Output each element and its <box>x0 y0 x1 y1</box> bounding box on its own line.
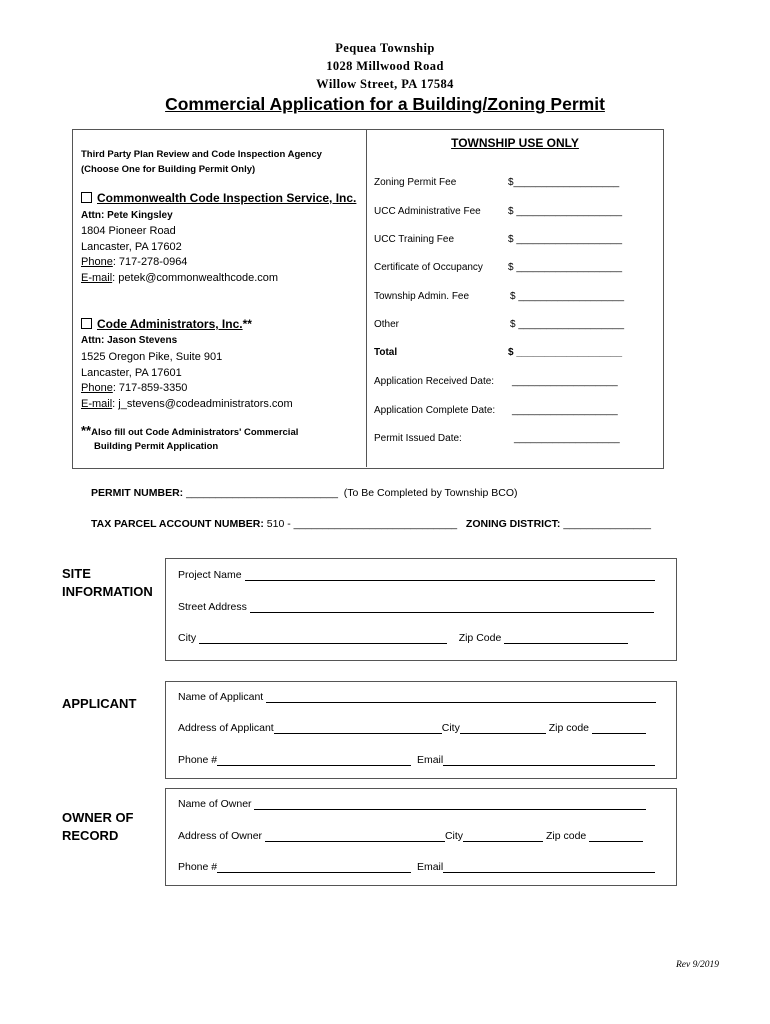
owner-address-field[interactable] <box>265 829 445 842</box>
fee-label-ucc-admin: UCC Administrative Fee <box>374 206 481 217</box>
commonwealth-email-value: : petek@commonwealthcode.com <box>112 272 279 284</box>
code-admin-note <box>81 423 298 438</box>
date-label-complete: Application Complete Date: <box>374 405 496 416</box>
fee-value-occupancy[interactable]: $ ___________________ <box>508 262 623 273</box>
applicant-phone-row <box>178 753 655 766</box>
site-section-label <box>62 565 153 601</box>
commonwealth-phone-label: Phone <box>81 256 113 268</box>
date-label-received: Application Received Date: <box>374 376 495 387</box>
owner-section-label <box>62 809 134 845</box>
applicant-email-label: Email <box>416 754 444 766</box>
date-value-received[interactable]: ___________________ <box>512 376 618 387</box>
code-admin-phone <box>81 382 187 394</box>
owner-email-field[interactable] <box>443 860 655 873</box>
owner-city-field[interactable] <box>463 829 543 842</box>
owner-name-label: Name of Owner <box>178 798 252 810</box>
tax-parcel-row <box>91 518 651 530</box>
owner-address-row <box>178 829 643 842</box>
project-name-label: Project Name <box>178 569 242 581</box>
site-zip-field[interactable] <box>504 631 628 644</box>
fee-label-other: Other <box>374 319 400 330</box>
applicant-phone-label: Phone # <box>178 754 218 766</box>
note-line1: Also fill out Code Administrators' Commercial <box>91 427 299 438</box>
page-title: Commercial Application for a Building/Zoning Permit <box>165 94 605 114</box>
fee-value-ucc-admin[interactable]: $ ___________________ <box>508 206 623 217</box>
applicant-name-field[interactable] <box>266 690 656 703</box>
owner-phone-label: Phone # <box>178 861 218 873</box>
site-city-row <box>178 631 628 644</box>
applicant-section-label: APPLICANT <box>62 696 137 711</box>
site-city-label: City <box>178 632 197 644</box>
fee-label-admin: Township Admin. Fee <box>374 291 470 302</box>
applicant-address-field[interactable] <box>274 721 442 734</box>
agency-heading: Third Party Plan Review and Code Inspection Agency <box>81 149 322 160</box>
option-code-administrators <box>81 317 252 331</box>
fee-label-ucc-training: UCC Training Fee <box>374 234 455 245</box>
applicant-zip-label: Zip code <box>548 722 590 734</box>
permit-number-label: PERMIT NUMBER: <box>91 487 184 499</box>
date-label-issued: Permit Issued Date: <box>374 433 462 444</box>
site-label-line1: SITE <box>62 566 91 581</box>
applicant-email-field[interactable] <box>443 753 655 766</box>
applicant-name-row <box>178 690 656 703</box>
site-label-line2: INFORMATION <box>62 584 153 599</box>
owner-zip-field[interactable] <box>589 829 643 842</box>
commonwealth-street: 1804 Pioneer Road <box>81 225 176 237</box>
street-address-label: Street Address <box>178 601 247 613</box>
code-admin-phone-value: : 717-859-3350 <box>112 382 188 394</box>
township-street: 1028 Millwood Road <box>326 59 444 73</box>
township-city: Willow Street, PA 17584 <box>316 77 454 91</box>
project-name-row <box>178 568 655 581</box>
applicant-zip-field[interactable] <box>592 721 646 734</box>
commonwealth-city: Lancaster, PA 17602 <box>81 241 182 253</box>
code-admin-email-label: E-mail <box>81 398 113 410</box>
owner-phone-row <box>178 860 655 873</box>
street-address-field[interactable] <box>250 600 654 613</box>
applicant-address-row <box>178 721 646 734</box>
code-admin-email-value: : j_stevens@codeadministrators.com <box>112 398 293 410</box>
commonwealth-email <box>81 272 278 284</box>
fee-value-admin[interactable]: $ ___________________ <box>510 291 625 302</box>
checkbox-commonwealth[interactable] <box>81 192 92 203</box>
code-admin-phone-label: Phone <box>81 382 113 394</box>
fee-value-ucc-training[interactable]: $ ___________________ <box>508 234 623 245</box>
date-value-complete[interactable]: ___________________ <box>512 405 618 416</box>
tax-parcel-field[interactable]: ____________________________ <box>293 518 458 530</box>
commonwealth-name: Commonwealth Code Inspection Service, Inc. <box>97 191 357 205</box>
permit-number-row <box>91 487 518 499</box>
box-divider <box>366 130 367 467</box>
code-admin-attn: Attn: Jason Stevens <box>81 335 178 346</box>
site-city-field[interactable] <box>199 631 447 644</box>
code-admin-stars: ** <box>242 317 252 331</box>
owner-label-line1: OWNER OF <box>62 810 134 825</box>
revision-date: Rev 9/2019 <box>676 960 720 970</box>
code-admin-street: 1525 Oregon Pike, Suite 901 <box>81 351 223 363</box>
permit-number-note: (To Be Completed by Township BCO) <box>343 487 518 499</box>
fee-label-zoning: Zoning Permit Fee <box>374 177 457 188</box>
project-name-field[interactable] <box>245 568 655 581</box>
fee-value-other[interactable]: $ ___________________ <box>510 319 625 330</box>
commonwealth-attn: Attn: Pete Kingsley <box>81 210 173 221</box>
tax-parcel-prefix: 510 - <box>266 518 291 530</box>
date-value-issued[interactable]: ___________________ <box>514 433 620 444</box>
owner-email-label: Email <box>416 861 444 873</box>
applicant-city-field[interactable] <box>460 721 546 734</box>
code-admin-note-line2: Building Permit Application <box>94 441 219 452</box>
agency-subheading: (Choose One for Building Permit Only) <box>81 164 256 175</box>
owner-zip-label: Zip code <box>545 830 587 842</box>
code-admin-city: Lancaster, PA 17601 <box>81 367 182 379</box>
commonwealth-email-label: E-mail <box>81 272 113 284</box>
fee-value-total[interactable]: $ ___________________ <box>508 347 623 358</box>
option-commonwealth <box>81 191 356 205</box>
applicant-city-label: City <box>441 722 460 734</box>
owner-name-row <box>178 797 646 810</box>
township-use-heading: TOWNSHIP USE ONLY <box>451 136 579 150</box>
commonwealth-phone-value: : 717-278-0964 <box>112 256 188 268</box>
code-admin-name: Code Administrators, Inc. <box>97 317 243 331</box>
fee-label-occupancy: Certificate of Occupancy <box>374 262 483 273</box>
site-zip-label: Zip Code <box>458 632 502 644</box>
fee-label-total: Total <box>374 347 398 358</box>
owner-label-line2: RECORD <box>62 828 119 843</box>
owner-address-label: Address of Owner <box>178 830 263 842</box>
applicant-phone-field[interactable] <box>217 753 411 766</box>
street-address-row <box>178 600 654 613</box>
commonwealth-phone <box>81 256 187 268</box>
applicant-name-label: Name of Applicant <box>178 691 264 703</box>
applicant-address-label: Address of Applicant <box>178 722 274 734</box>
code-admin-email <box>81 398 293 410</box>
township-name: Pequea Township <box>335 41 435 55</box>
zoning-district-field[interactable]: _______________ <box>563 518 651 530</box>
owner-city-label: City <box>444 830 464 842</box>
owner-name-field[interactable] <box>254 797 646 810</box>
fee-value-zoning[interactable]: $___________________ <box>508 177 620 188</box>
checkbox-code-administrators[interactable] <box>81 318 92 329</box>
permit-number-field[interactable]: __________________________ <box>186 487 338 499</box>
owner-phone-field[interactable] <box>217 860 411 873</box>
tax-parcel-label: TAX PARCEL ACCOUNT NUMBER: <box>91 518 264 530</box>
zoning-district-label: ZONING DISTRICT: <box>465 518 561 530</box>
note-stars: ** <box>81 423 92 438</box>
